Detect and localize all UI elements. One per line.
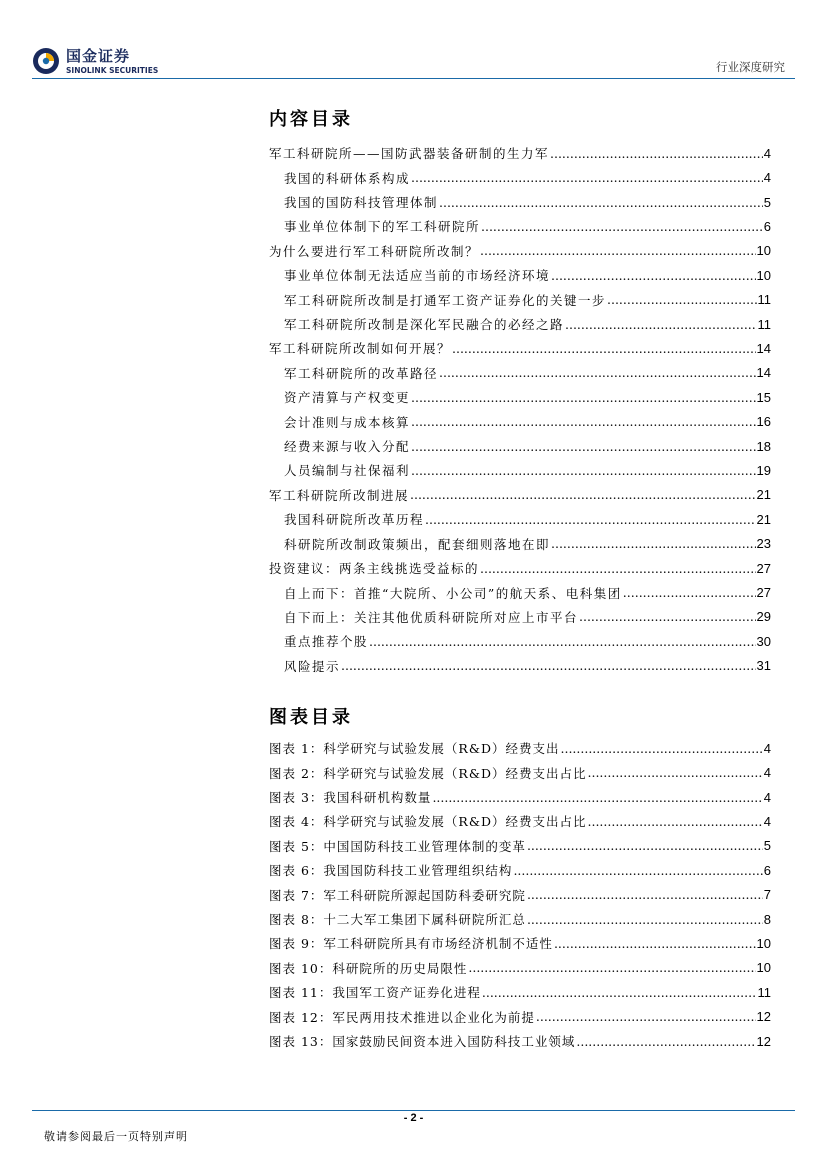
toc-leader-dots	[452, 341, 756, 356]
toc-entry[interactable]	[269, 483, 771, 507]
toc-entry-page: 16	[756, 414, 771, 430]
toc-entry-title: 图表 12：军民两用技术推进以企业化为前提	[269, 1009, 535, 1025]
toc-entry-page: 27	[756, 585, 771, 601]
toc-entry[interactable]	[269, 629, 771, 653]
toc-entry-title: 图表 3：我国科研机构数量	[269, 790, 432, 806]
toc-entry-title: 重点推荐个股	[284, 634, 369, 650]
toc-entry-title: 图表 1：科学研究与试验发展（R&D）经费支出	[269, 741, 560, 757]
toc-entry-title: 图表 5：中国国防科技工业管理体制的变革	[269, 838, 526, 854]
toc-entry-page: 5	[763, 838, 771, 854]
toc-leader-dots	[527, 912, 763, 927]
toc-entry-page: 4	[763, 170, 771, 186]
toc-leader-dots	[623, 585, 756, 600]
toc-entry-title: 军工科研院所改制如何开展？	[269, 341, 452, 357]
toc-leader-dots	[550, 146, 763, 161]
toc-leader-dots	[439, 365, 756, 380]
toc-entry-page: 21	[756, 487, 771, 503]
toc-entry[interactable]	[269, 809, 771, 833]
toc-entry[interactable]	[269, 312, 771, 336]
toc-entry-page: 4	[763, 789, 771, 805]
toc-entry[interactable]	[269, 434, 771, 458]
toc-entry[interactable]	[269, 507, 771, 531]
toc-leader-dots	[576, 1034, 755, 1049]
toc-leader-dots	[411, 170, 763, 185]
disclaimer-text: 敬请参阅最后一页特别声明	[44, 1130, 188, 1143]
toc-entry[interactable]	[269, 882, 771, 906]
toc-leader-dots	[482, 985, 757, 1000]
toc-entry[interactable]	[269, 654, 771, 678]
toc-entry-title: 图表 2：科学研究与试验发展（R&D）经费支出占比	[269, 765, 587, 781]
toc-entry[interactable]	[269, 385, 771, 409]
toc-leader-dots	[411, 463, 756, 478]
toc-leader-dots	[527, 838, 763, 853]
toc-entry[interactable]	[269, 361, 771, 385]
toc-entry[interactable]	[269, 1004, 771, 1028]
toc-entry-page: 29	[756, 609, 771, 625]
toc-entry-page: 14	[756, 365, 771, 381]
toc-leader-dots	[410, 487, 756, 502]
toc-entry-page: 27	[756, 560, 771, 576]
toc-entry-title: 资产清算与产权变更	[284, 390, 411, 406]
toc-entry[interactable]	[269, 956, 771, 980]
toc-entry-title: 图表 8：十二大军工集团下属科研院所汇总	[269, 912, 526, 928]
toc-entry-title: 投资建议：两条主线挑选受益标的	[269, 561, 480, 577]
toc-entry-title: 我国的国防科技管理体制	[284, 195, 439, 211]
toc-entry-page: 11	[757, 292, 771, 308]
toc-entry[interactable]	[269, 980, 771, 1004]
toc-leader-dots	[551, 536, 756, 551]
toc-entry-page: 10	[756, 267, 771, 283]
toc-entry-title: 风险提示	[284, 658, 341, 674]
toc-leader-dots	[588, 814, 763, 829]
toc-leader-dots	[411, 439, 756, 454]
toc-entry-page: 12	[756, 1033, 771, 1049]
toc-entry[interactable]	[269, 532, 771, 556]
toc-leader-dots	[565, 317, 756, 332]
toc-entry-page: 11	[757, 984, 771, 1000]
toc-entry-title: 军工科研院所改制是打通军工资产证券化的关键一步	[284, 292, 607, 308]
toc-entry-page: 23	[756, 536, 771, 552]
figures-title: 图表目录	[269, 707, 353, 728]
toc-entry-page: 15	[756, 389, 771, 405]
toc-entry[interactable]	[269, 458, 771, 482]
toc-entry-page: 18	[756, 438, 771, 454]
figures-list	[269, 736, 771, 1053]
toc-entry-title: 自下而上：关注其他优质科研院所对应上市平台	[284, 609, 579, 625]
toc-entry-title: 我国的科研体系构成	[284, 170, 411, 186]
toc-entry-page: 12	[756, 1009, 771, 1025]
toc-entry[interactable]	[269, 760, 771, 784]
toc-entry[interactable]	[269, 834, 771, 858]
toc-entry[interactable]	[269, 931, 771, 955]
toc-entry-title: 军工科研院所——国防武器装备研制的生力军	[269, 146, 550, 162]
toc-leader-dots	[481, 219, 763, 234]
toc-entry-title: 事业单位体制无法适应当前的市场经济环境	[284, 268, 551, 284]
toc-entry[interactable]	[269, 409, 771, 433]
toc-entry[interactable]	[269, 165, 771, 189]
toc-entry[interactable]	[269, 1029, 771, 1053]
toc-leader-dots	[341, 658, 756, 673]
toc-entry-title: 军工科研院所改制是深化军民融合的必经之路	[284, 317, 565, 333]
toc-leader-dots	[561, 741, 763, 756]
company-logo	[32, 47, 172, 77]
toc-entry-title: 图表 7：军工科研院所源起国防科委研究院	[269, 887, 526, 903]
toc-leader-dots	[439, 195, 763, 210]
toc-entry-page: 14	[756, 340, 771, 356]
toc-entry-title: 军工科研院所的改革路径	[284, 365, 439, 381]
toc-entry-title: 经费来源与收入分配	[284, 439, 411, 455]
toc-entry-page: 4	[763, 765, 771, 781]
toc-entry-title: 会计准则与成本核算	[284, 414, 411, 430]
toc-entry-title: 图表 10：科研院所的历史局限性	[269, 960, 468, 976]
toc-leader-dots	[411, 414, 756, 429]
toc-entry-page: 11	[757, 316, 771, 332]
toc-entry-title: 人员编制与社保福利	[284, 463, 411, 479]
toc-entry-page: 4	[763, 740, 771, 756]
toc-leader-dots	[480, 561, 756, 576]
toc-entry-page: 10	[756, 243, 771, 259]
toc-leader-dots	[369, 634, 756, 649]
toc-entry-title: 为什么要进行军工科研院所改制？	[269, 243, 480, 259]
toc-entry[interactable]	[269, 263, 771, 287]
toc-entry-title: 我国科研院所改革历程	[284, 512, 425, 528]
toc-leader-dots	[554, 936, 756, 951]
toc-entry-page: 10	[756, 960, 771, 976]
toc-entry-page: 4	[763, 145, 771, 161]
sinolink-logo-icon	[32, 47, 60, 75]
toc-leader-dots	[425, 512, 756, 527]
toc-entry-title: 军工科研院所改制进展	[269, 487, 410, 503]
report-type-label: 行业深度研究	[716, 60, 785, 74]
toc-entry[interactable]	[269, 907, 771, 931]
footer-divider	[32, 1110, 795, 1111]
toc-entry-page: 7	[763, 887, 771, 903]
toc-entry-page: 19	[756, 462, 771, 478]
toc-entry-title: 图表 4：科学研究与试验发展（R&D）经费支出占比	[269, 814, 587, 830]
toc-leader-dots	[411, 390, 756, 405]
toc-entry-page: 21	[756, 511, 771, 527]
toc-leader-dots	[527, 887, 763, 902]
toc-leader-dots	[513, 863, 762, 878]
toc-entry[interactable]	[269, 858, 771, 882]
toc-entry[interactable]	[269, 785, 771, 809]
toc-leader-dots	[536, 1009, 756, 1024]
toc-leader-dots	[468, 960, 755, 975]
toc-entry-title: 图表 11：我国军工资产证券化进程	[269, 985, 481, 1001]
contents-title: 内容目录	[269, 109, 353, 130]
toc-entry-page: 5	[763, 194, 771, 210]
toc-entry[interactable]	[269, 605, 771, 629]
toc-leader-dots	[607, 292, 756, 307]
toc-entry-page: 4	[763, 813, 771, 829]
toc-leader-dots	[579, 609, 756, 624]
toc-entry[interactable]	[269, 556, 771, 580]
toc-entry[interactable]	[269, 580, 771, 604]
toc-leader-dots	[551, 268, 756, 283]
toc-leader-dots	[480, 243, 756, 258]
toc-entry-page: 6	[763, 218, 771, 234]
toc-entry[interactable]	[269, 736, 771, 760]
page-number: - 2 -	[403, 1112, 424, 1124]
toc-entry[interactable]	[269, 190, 771, 214]
toc-entry[interactable]	[269, 239, 771, 263]
toc-entry-title: 图表 9：军工科研院所具有市场经济机制不适性	[269, 936, 553, 952]
toc-entry[interactable]	[269, 336, 771, 360]
toc-entry-title: 事业单位体制下的军工科研院所	[284, 219, 481, 235]
page-header	[0, 0, 827, 82]
toc-entry-page: 10	[756, 935, 771, 951]
logo-chinese-name: 国金证券	[66, 47, 131, 65]
toc-entry[interactable]	[269, 287, 771, 311]
toc-leader-dots	[588, 765, 763, 780]
toc-entry-page: 6	[763, 862, 771, 878]
toc-entry[interactable]	[269, 214, 771, 238]
logo-english-name: SINOLINK SECURITIES	[66, 66, 159, 75]
toc-entry-title: 科研院所改制政策频出，配套细则落地在即	[284, 536, 551, 552]
toc-entry-title: 图表 6：我国国防科技工业管理组织结构	[269, 863, 513, 879]
toc-entry-page: 31	[756, 658, 771, 674]
toc-leader-dots	[432, 790, 762, 805]
contents-list	[269, 141, 771, 678]
toc-entry-page: 30	[756, 633, 771, 649]
toc-entry-page: 8	[763, 911, 771, 927]
toc-entry-title: 自上而下：首推“大院所、小公司”的航天系、电科集团	[284, 585, 622, 601]
header-divider	[32, 78, 795, 79]
toc-entry-title: 图表 13：国家鼓励民间资本进入国防科技工业领域	[269, 1034, 576, 1050]
toc-entry[interactable]	[269, 141, 771, 165]
